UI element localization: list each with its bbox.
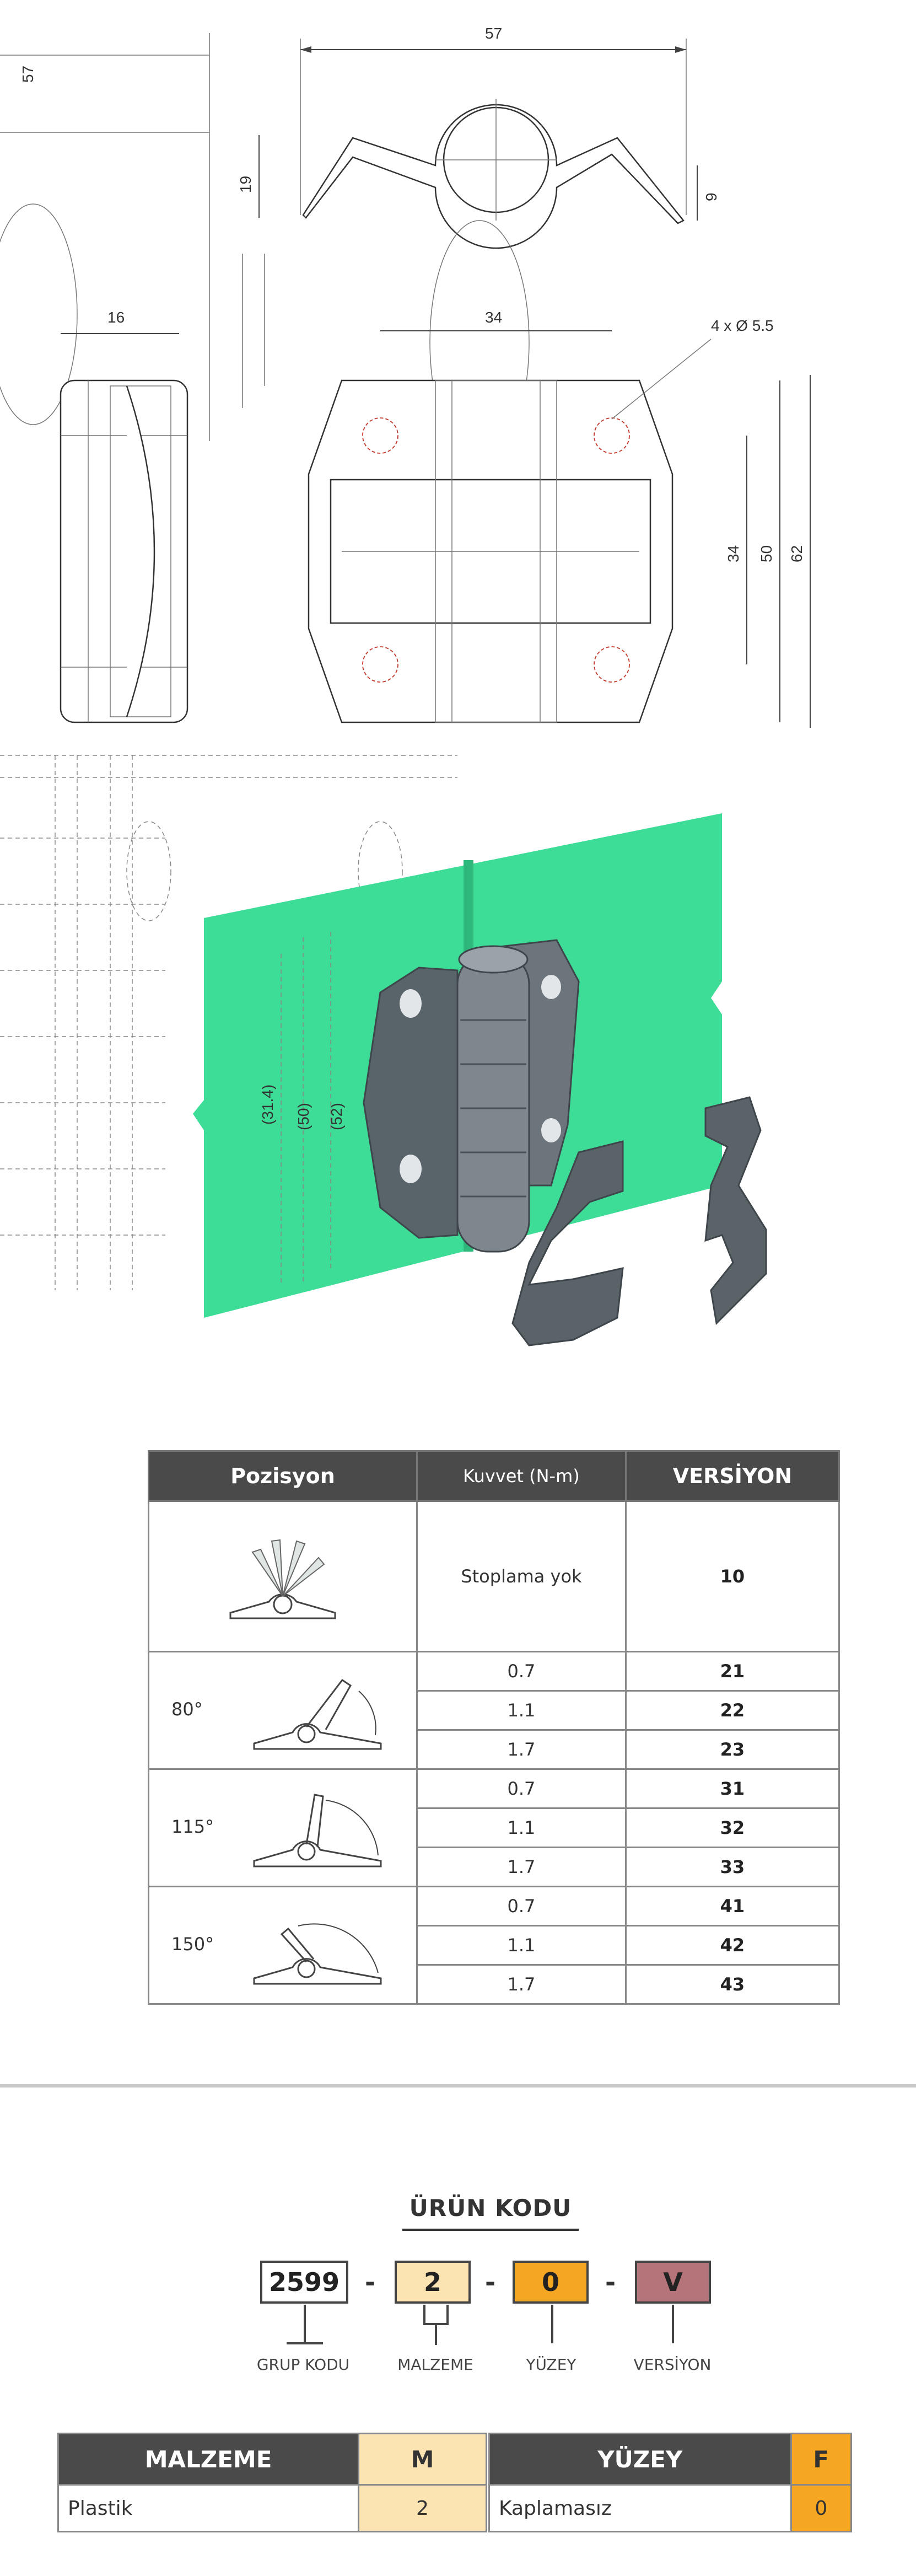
- free-rotation-icon: [219, 1519, 346, 1629]
- dim-left-width: 16: [107, 309, 125, 326]
- table-row-4-version: 31: [626, 1769, 839, 1808]
- table-row-3-force: 1.7: [417, 1730, 626, 1769]
- material-table: [57, 2433, 487, 2532]
- col-force: Kuvvet (N-m): [417, 1451, 626, 1501]
- connector-material-left: [423, 2305, 425, 2324]
- dim-top-height-right: 9: [703, 192, 720, 201]
- dim-v-inner: 34: [725, 545, 742, 562]
- code-separator-3: -: [605, 2267, 616, 2297]
- product-code-title: ÜRÜN KODU: [409, 2194, 572, 2221]
- dim-hole-spacing: 34: [485, 309, 503, 326]
- section-divider: [0, 2084, 916, 2087]
- table-row-2-force: 1.1: [417, 1691, 626, 1730]
- surface-table: [488, 2433, 852, 2532]
- table-row-5-version: 32: [626, 1808, 839, 1848]
- connector-version: [672, 2305, 674, 2343]
- connector-group: [304, 2305, 306, 2343]
- hinge-side-view: [61, 380, 187, 722]
- material-code-header: M: [359, 2434, 487, 2485]
- surface-header: YÜZEY: [489, 2434, 791, 2485]
- table-row-7-version: 41: [626, 1887, 839, 1926]
- angle-label-150: 150°: [171, 1934, 214, 1955]
- connector-material-right: [446, 2305, 449, 2324]
- table-row-1-force: 0.7: [417, 1652, 626, 1691]
- dim-top-height-left: 19: [237, 175, 254, 193]
- table-row-6-force: 1.7: [417, 1848, 626, 1887]
- dim-top-width: 57: [485, 25, 503, 42]
- table-row-1-version: 21: [626, 1652, 839, 1691]
- material-row-value: 2: [359, 2485, 487, 2532]
- svg-text:(31.4): (31.4): [259, 1084, 276, 1125]
- code-box-version: V: [635, 2261, 711, 2304]
- code-separator-1: -: [365, 2267, 376, 2297]
- table-row-3-version: 23: [626, 1730, 839, 1769]
- table-row-8-version: 42: [626, 1926, 839, 1965]
- table-row-0-version: 10: [626, 1501, 839, 1652]
- surface-row-value: 0: [791, 2485, 851, 2532]
- angle-115-icon: [249, 1786, 392, 1869]
- material-row-label: Plastik: [58, 2485, 359, 2532]
- dim-holes: 4 x Ø 5.5: [711, 317, 774, 334]
- product-code-underline: [402, 2229, 579, 2231]
- version-table: [148, 1450, 840, 2005]
- code-label-version: VERSİYON: [633, 2355, 712, 2374]
- code-separator-2: -: [485, 2267, 496, 2297]
- code-label-group: GRUP KODU: [256, 2355, 350, 2374]
- dim-v-mid: 50: [758, 545, 775, 562]
- code-label-surface: YÜZEY: [526, 2355, 576, 2374]
- position-150-cell: [149, 1887, 417, 2004]
- surface-row-label: Kaplamasız: [489, 2485, 791, 2532]
- table-row-9-version: 43: [626, 1965, 839, 2004]
- angle-label-80: 80°: [171, 1699, 203, 1720]
- col-position: Pozisyon: [149, 1451, 417, 1501]
- connector-surface: [551, 2305, 553, 2343]
- code-box-surface: 0: [513, 2261, 589, 2304]
- table-row-0-force: Stoplama yok: [417, 1501, 626, 1652]
- position-80-cell: [149, 1652, 417, 1769]
- svg-text:(52): (52): [328, 1103, 345, 1130]
- dim-v-outer: 62: [788, 545, 805, 562]
- angle-label-115: 115°: [171, 1816, 214, 1837]
- svg-text:(50): (50): [295, 1103, 312, 1130]
- table-row-8-force: 1.1: [417, 1926, 626, 1965]
- table-row-7-force: 0.7: [417, 1887, 626, 1926]
- code-box-material: 2: [395, 2261, 471, 2304]
- table-row-2-version: 22: [626, 1691, 839, 1730]
- connector-group-bar: [287, 2342, 323, 2344]
- table-row-4-force: 0.7: [417, 1769, 626, 1808]
- angle-80-icon: [249, 1669, 392, 1752]
- position-115-cell: [149, 1769, 417, 1887]
- table-row-6-version: 33: [626, 1848, 839, 1887]
- code-label-material: MALZEME: [397, 2355, 473, 2374]
- table-row-5-force: 1.1: [417, 1808, 626, 1848]
- col-version: VERSİYON: [626, 1451, 839, 1501]
- code-box-group: 2599: [260, 2261, 348, 2304]
- svg-text:57: 57: [19, 65, 36, 83]
- surface-code-header: F: [791, 2434, 851, 2485]
- connector-material-stem: [435, 2323, 437, 2345]
- material-header: MALZEME: [58, 2434, 359, 2485]
- position-free-cell: [149, 1501, 417, 1652]
- angle-150-icon: [249, 1904, 392, 1987]
- table-row-9-force: 1.7: [417, 1965, 626, 2004]
